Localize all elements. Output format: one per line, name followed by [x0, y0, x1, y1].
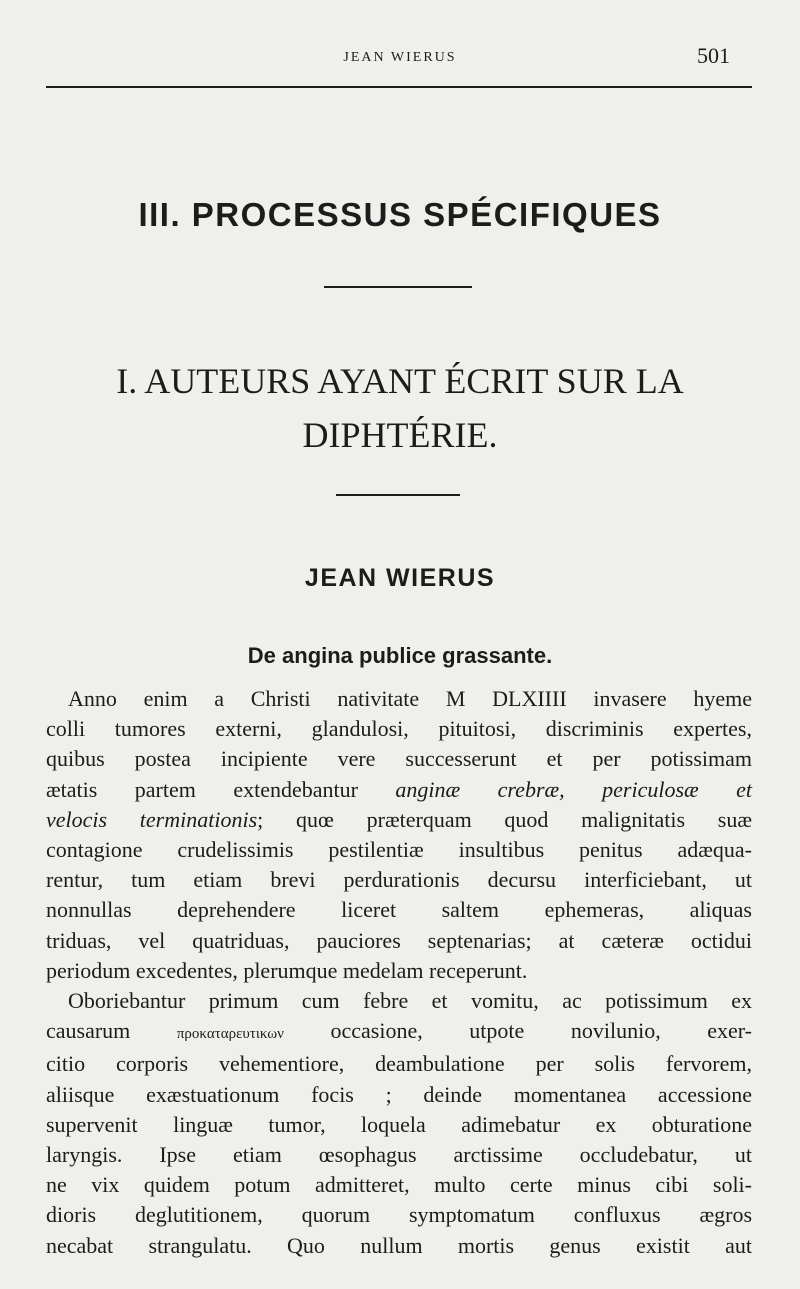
text-line: colli tumores externi, glandulosi, pituitosi, discriminis expertes, — [46, 716, 752, 742]
text-line — [46, 1016, 752, 1049]
section-title-line: DIPHTÉRIE. — [302, 415, 498, 455]
text-line: dioris deglutitionem, quorum symptomatum confluxus ægros — [46, 1202, 752, 1228]
text-line: aliisque exæstuationum focis ; deinde momentanea accessione — [46, 1081, 752, 1107]
text-line: Anno enim a Christi nativitate M DLXIIII invasere hyeme — [68, 686, 752, 711]
text-line: laryngis. Ipse etiam œsophagus arctissime occludebatur, ut — [46, 1142, 752, 1168]
body-text — [46, 684, 752, 1261]
header-rule — [46, 86, 752, 88]
running-title: JEAN WIERUS — [343, 50, 457, 65]
work-title: De angina publice grassante. — [247, 643, 553, 668]
part-title: III. PROCESSUS SPÉCIFIQUES — [138, 196, 662, 233]
author-name: JEAN WIERUS — [304, 564, 496, 592]
section-divider — [336, 494, 460, 496]
greek-word: προκαταρευτικων — [176, 1026, 284, 1043]
page-number: 501 — [697, 43, 730, 68]
text-line: periodum excedentes, plerumque medelam receperunt. — [46, 957, 528, 983]
text-segment: ; quœ præterquam quod malignitatis suæ — [257, 806, 752, 832]
text-line: ne vix quidem potum admitteret, multo certe minus cibi soli- — [46, 1172, 752, 1198]
text-line — [46, 775, 752, 805]
text-line: triduas, vel quatriduas, pauciores septenarias; at cæteræ octidui — [46, 927, 752, 953]
text-line: rentur, tum etiam brevi perdurationis decursu interficiebant, ut — [46, 867, 752, 893]
text-line: citio corporis vehementiore, deambulatione per solis fervorem, — [46, 1051, 752, 1077]
text-line — [46, 805, 752, 835]
text-line: necabat strangulatu. Quo nullum mortis genus existit aut — [46, 1232, 752, 1258]
section-divider — [324, 286, 472, 288]
text-segment: occasione, utpote novilunio, exer- — [330, 1018, 752, 1044]
italic-phrase: velocis terminationis — [46, 806, 258, 832]
running-header — [0, 40, 800, 76]
text-line: nonnullas deprehendere liceret saltem ephemeras, aliquas — [46, 897, 752, 923]
text-line: quibus postea incipiente vere successerunt et per potissimam — [46, 746, 752, 772]
text-segment: causarum — [46, 1018, 131, 1044]
section-title — [0, 354, 800, 462]
text-line: Oboriebantur primum cum febre et vomitu, ac potissimum ex — [68, 988, 752, 1014]
text-line: supervenit linguæ tumor, loquela adimebatur ex obturatione — [46, 1111, 752, 1137]
text-segment: ætatis partem extendebantur — [46, 776, 358, 802]
italic-phrase: anginæ crebræ, periculosæ et — [395, 776, 753, 802]
section-title-line: I. AUTEURS AYANT ÉCRIT SUR LA — [116, 361, 684, 401]
text-line: contagione crudelissimis pestilentiæ insultibus penitus adæqua- — [46, 837, 752, 863]
